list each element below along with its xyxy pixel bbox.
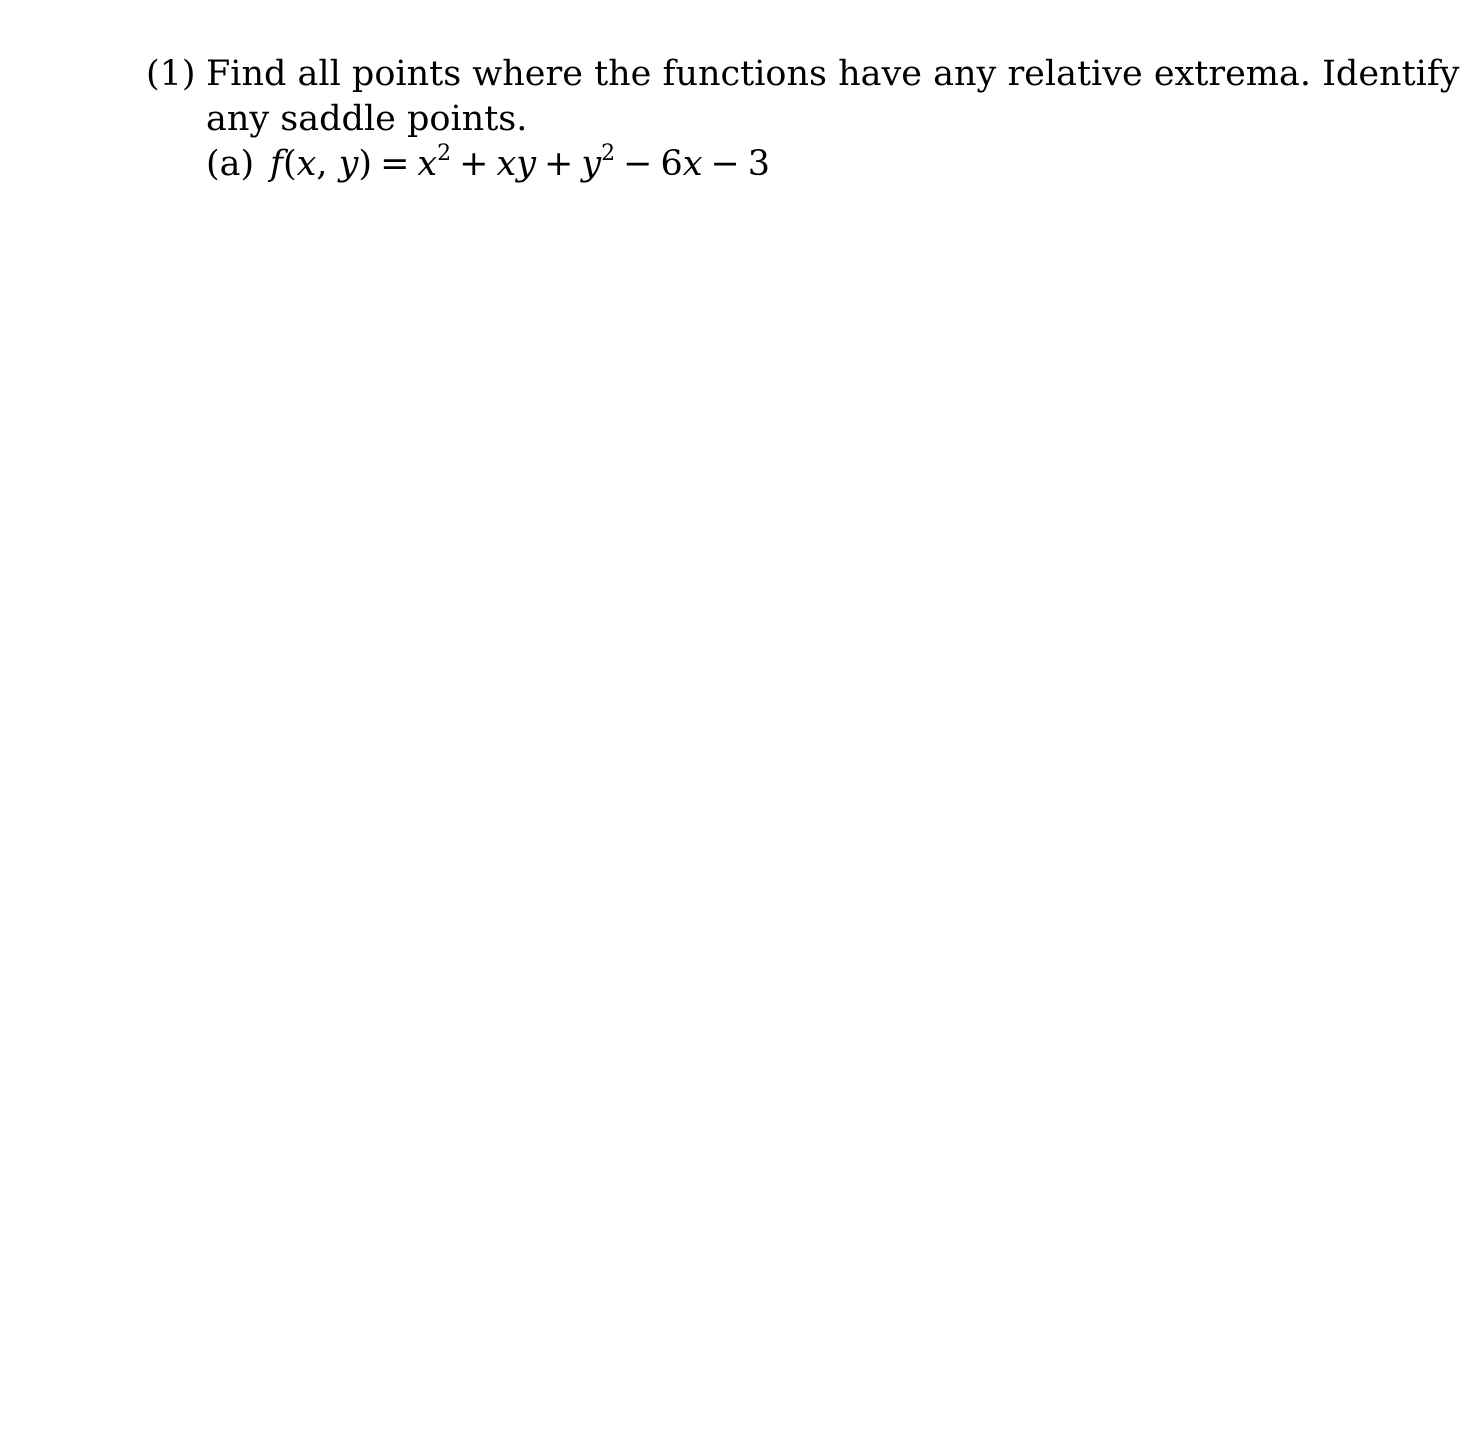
term1-exponent: 2: [437, 141, 452, 166]
problem-statement-line-2: [146, 97, 1366, 142]
minus-sign-1: −: [623, 144, 653, 184]
term1-base: x: [417, 144, 438, 184]
term3-exponent: 2: [601, 141, 616, 166]
part-a-label: (a): [206, 144, 255, 184]
constant-term: 3: [747, 144, 771, 184]
plus-sign-2: +: [544, 144, 574, 184]
term2: xy: [496, 144, 536, 184]
part-a-function: [270, 141, 771, 184]
open-paren: (: [282, 144, 297, 184]
minus-sign-2: −: [710, 144, 740, 184]
arg-x: x: [296, 144, 317, 184]
part-a: [146, 142, 1366, 187]
arg-y: y: [338, 144, 359, 184]
arg-comma: ,: [316, 144, 339, 184]
plus-sign-1: +: [459, 144, 489, 184]
term4-variable: x: [682, 144, 703, 184]
problem-statement-text-2: any saddle points.: [206, 99, 528, 139]
problem-1: [146, 52, 1460, 187]
term3-base: y: [581, 144, 602, 184]
equals-sign: =: [380, 144, 410, 184]
close-paren: ): [358, 144, 373, 184]
problem-number: (1): [146, 54, 196, 94]
problem-statement-line-1: [146, 52, 1460, 97]
term4-coefficient: 6: [660, 144, 683, 184]
problem-statement-text-1: Find all points where the functions have any relative extrema. Identify: [206, 54, 1460, 94]
function-name: f: [270, 144, 283, 184]
